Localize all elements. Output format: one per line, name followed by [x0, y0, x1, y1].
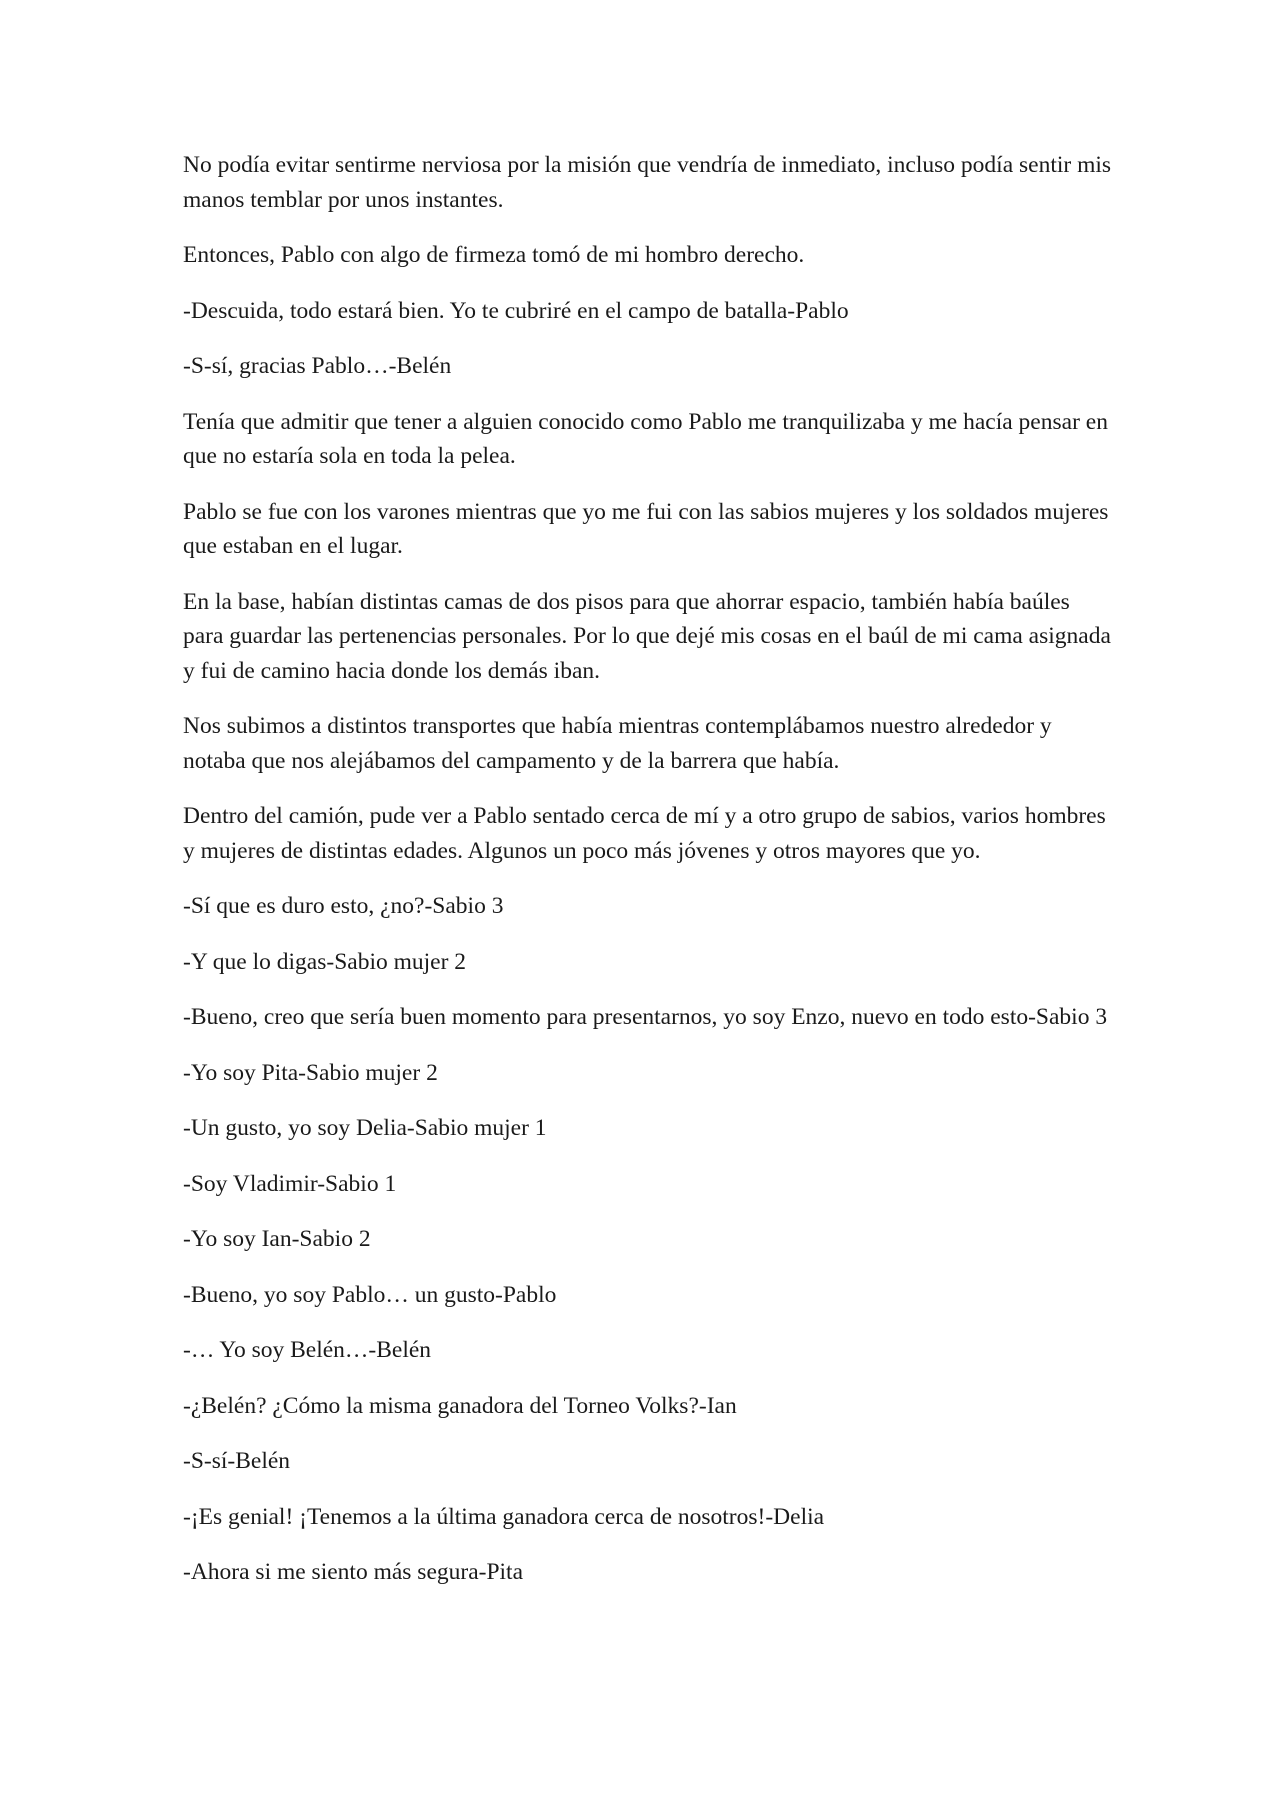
- dialogue-line: -Bueno, yo soy Pablo… un gusto-Pablo: [183, 1281, 557, 1308]
- dialogue-line: -Descuida, todo estará bien. Yo te cubriré en el campo de batalla-Pablo: [183, 297, 849, 324]
- dialogue-line: -Y que lo digas-Sabio mujer 2: [183, 948, 467, 975]
- paragraph: Nos subimos a distintos transportes que había mientras contemplábamos nuestro alrededor y notaba que nos alejábamos del campamento y de la barrera que había.: [183, 713, 1052, 774]
- dialogue-line: -Yo soy Pita-Sabio mujer 2: [183, 1059, 438, 1086]
- paragraph: Dentro del camión, pude ver a Pablo sentado cerca de mí y a otro grupo de sabios, varios hombres y mujeres de distintas edades. Algunos un poco más jóvenes y otros mayores que yo.: [183, 803, 1106, 864]
- dialogue-line: -Soy Vladimir-Sabio 1: [183, 1170, 397, 1197]
- paragraph: Entonces, Pablo con algo de firmeza tomó de mi hombro derecho.: [183, 242, 805, 268]
- dialogue-line: -S-sí, gracias Pablo…-Belén: [183, 353, 452, 379]
- dialogue-line: -… Yo soy Belén…-Belén: [183, 1337, 432, 1363]
- document-body: [183, 148, 1113, 1611]
- dialogue-line: -¿Belén? ¿Cómo la misma ganadora del Torneo Volks?-Ian: [183, 1392, 737, 1419]
- dialogue-line: -Un gusto, yo soy Delia-Sabio mujer 1: [183, 1115, 547, 1141]
- paragraph: Tenía que admitir que tener a alguien conocido como Pablo me tranquilizaba y me hacía pensar en que no estaría sola en toda la pelea.: [183, 408, 1108, 469]
- dialogue-line: -Sí que es duro esto, ¿no?-Sabio 3: [183, 893, 504, 919]
- paragraph: Pablo se fue con los varones mientras que yo me fui con las sabios mujeres y los soldados mujeres que estaban en el lugar.: [183, 498, 1109, 559]
- dialogue-line: -S-sí-Belén: [183, 1448, 291, 1474]
- dialogue-line: -Bueno, creo que sería buen momento para presentarnos, yo soy Enzo, nuevo en todo esto-Sabio 3: [183, 1004, 1108, 1030]
- paragraph: En la base, habían distintas camas de dos pisos para que ahorrar espacio, también había baúles para guardar las pertenencias personales. Por lo que dejé mis cosas en el baúl de mi cama asignada y fui de camino hacia donde los demás iban.: [183, 588, 1111, 684]
- dialogue-line: -¡Es genial! ¡Tenemos a la última ganadora cerca de nosotros!-Delia: [183, 1503, 825, 1530]
- dialogue-line: -Ahora si me siento más segura-Pita: [183, 1559, 524, 1585]
- dialogue-line: -Yo soy Ian-Sabio 2: [183, 1226, 371, 1252]
- paragraph: No podía evitar sentirme nerviosa por la misión que vendría de inmediato, incluso podía sentir mis manos temblar por unos instantes.: [183, 152, 1112, 213]
